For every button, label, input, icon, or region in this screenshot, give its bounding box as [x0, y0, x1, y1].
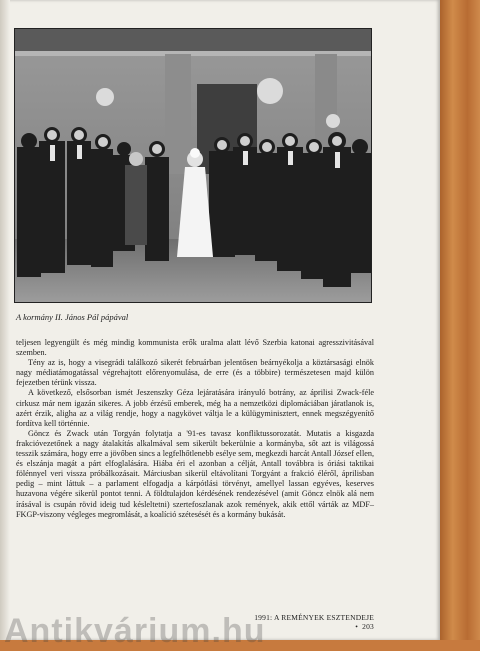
group-photo — [14, 28, 372, 303]
body-text — [16, 338, 374, 520]
watermark: Antikvárium.hu — [4, 612, 266, 650]
page-gutter — [0, 0, 10, 640]
photo-caption: A kormány II. János Pál pápával — [16, 312, 129, 322]
bullet-separator: • — [355, 622, 359, 631]
paragraph: Göncz és Zwack után Torgyán folytatja a '91-es tavasz konfliktussorozatát. Mutatis a kisgazda frakcióvezetőnek a nagy átalakítás alkalmával sem sikerült bekerülnie a kormányba, sőt azt is világossá tesszik számára, hogy erre a jövőben sincs a legfelhőtlenebb esélye sem, megkezdi harcát Antall József ellen, és elszánja magát a párt elfoglalására. Hiába éri el azonban a célját, Antall továbbra is óriási taktikai fölénnyel veri vissza próbálkozásait. Márciusban sikerül eltávolítani Torgyánt a frakció éléről, áprilisban pedig – mint láttuk – a parlament elfogadja a kárpótlási törvényt, amellyel lassan egyéves, keserves huzavona végére sikerül pontot tenni. A földtulajdon kérdésének rendezésével (amit Göncz elnök alá nem írásával is csupán rövid ideig tud késleltetni) szertefoszlanak azok remények, akik ettől várták az MDF–FKGP-viszony végleges megromlását, a koalíció szétesését és a kormány bukását. — [16, 428, 374, 519]
paragraph: Tény az is, hogy a visegrádi találkozó sikerét februárban jelentősen beárnyékolja a köztársasági elnök nagy médiatámogatással végrehajtott előrenyomulása, de erre (és a többire) természetesen majd külön fejezetben térünk vissza. — [16, 358, 374, 388]
page-number: 203 — [362, 622, 374, 631]
wooden-background — [438, 0, 480, 640]
paragraph: A következő, elsősorban ismét Jeszenszky Géza lejáratására irányuló botrány, az áprilisi Zwack-féle cirkusz már nem igazán sikeres. A jobb érzésű emberek, még ha a nemzetközi diplomáciában járatlanok is, azért érzik, aligha az a világ rendje, hogy a nagykövet váltja le a külügyminisztert, ennek megszégyenítő fordítva kell történnie. — [16, 388, 374, 428]
paragraph: teljesen legyengült és még mindig kommunista erők uralma alatt lévő Szerbia katonai agresszivitásával szemben. — [16, 338, 374, 358]
running-head: 1991: A REMÉNYEK ESZTENDEJE — [254, 613, 374, 622]
photo-illustration — [15, 29, 371, 302]
